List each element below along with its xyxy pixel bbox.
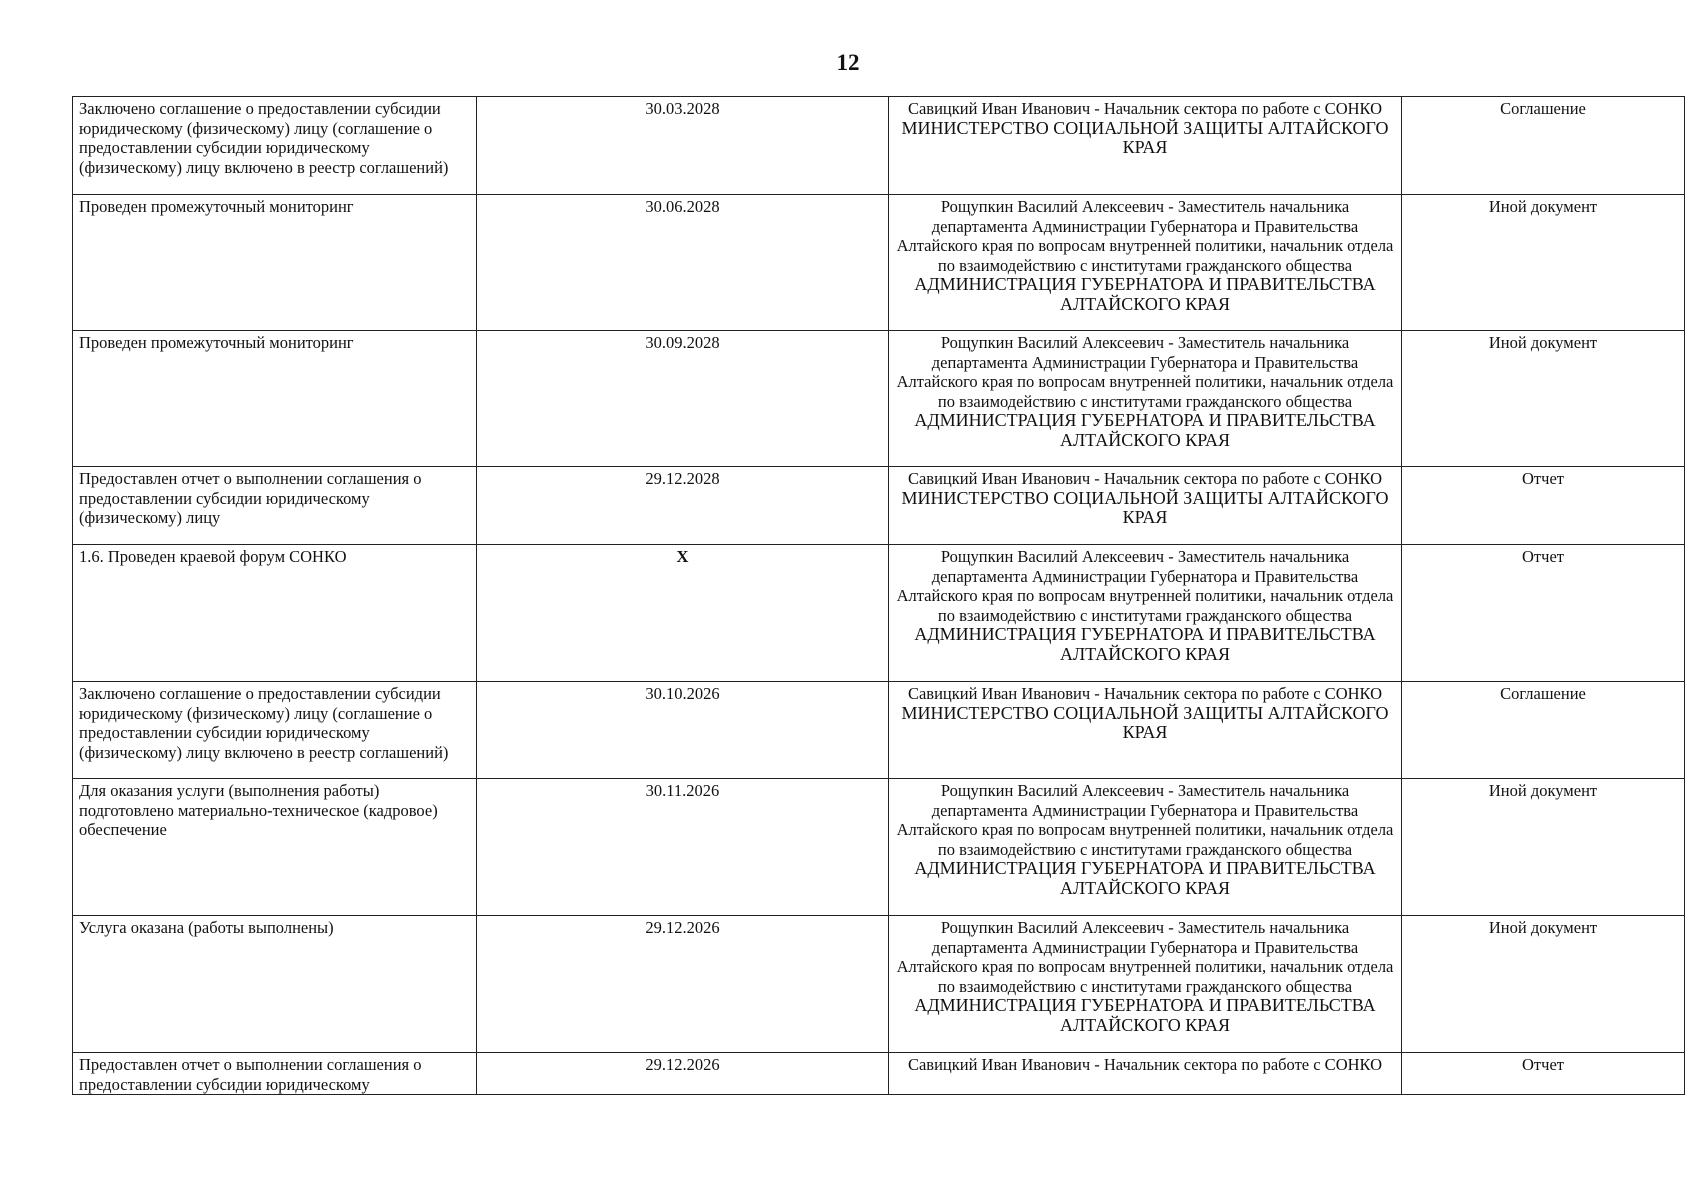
event-cell: Заключено соглашение о предоставлении субсидии юридическому (физическому) лицу (соглашение о предоставлении субсидии юридическому (физическому) лицу включено в реестр соглашений) xyxy=(73,682,477,779)
responsible-person: Рощупкин Василий Алексеевич - Заместитель начальника департамента Администрации Губернатора и Правительства Алтайского края по вопросам внутренней политики, начальник отдела по взаимодействию с институтами гражданского общества xyxy=(896,781,1394,859)
date-cell: 29.12.2028 xyxy=(477,467,889,545)
responsible-cell xyxy=(889,195,1402,331)
responsible-person: Савицкий Иван Иванович - Начальник сектора по работе с СОНКО xyxy=(907,684,1383,703)
responsible-person: Савицкий Иван Иванович - Начальник сектора по работе с СОНКО xyxy=(907,99,1383,118)
responsible-cell xyxy=(889,1053,1402,1095)
responsible-cell xyxy=(889,916,1402,1053)
responsible-cell xyxy=(889,467,1402,545)
event-cell: Заключено соглашение о предоставлении субсидии юридическому (физическому) лицу (соглашение о предоставлении субсидии юридическому (физическому) лицу включено в реестр соглашений) xyxy=(73,97,477,195)
responsible-org: АДМИНИСТРАЦИЯ ГУБЕРНАТОРА И ПРАВИТЕЛЬСТВА АЛТАЙСКОГО КРАЯ xyxy=(914,995,1376,1035)
responsible-cell xyxy=(889,331,1402,467)
table-row xyxy=(73,1053,1685,1095)
document-type-cell: Соглашение xyxy=(1402,682,1685,779)
table-row xyxy=(73,779,1685,916)
responsible-org: АДМИНИСТРАЦИЯ ГУБЕРНАТОРА И ПРАВИТЕЛЬСТВА АЛТАЙСКОГО КРАЯ xyxy=(914,274,1376,314)
responsible-org: АДМИНИСТРАЦИЯ ГУБЕРНАТОРА И ПРАВИТЕЛЬСТВА АЛТАЙСКОГО КРАЯ xyxy=(914,624,1376,664)
document-type-cell: Иной документ xyxy=(1402,195,1685,331)
responsible-org: МИНИСТЕРСТВО СОЦИАЛЬНОЙ ЗАЩИТЫ АЛТАЙСКОГО КРАЯ xyxy=(901,487,1389,527)
table-row xyxy=(73,682,1685,779)
event-cell: Для оказания услуги (выполнения работы) подготовлено материально-техническое (кадровое) обеспечение xyxy=(73,779,477,916)
event-cell: Предоставлен отчет о выполнении соглашения о предоставлении субсидии юридическому (физическому) лицу xyxy=(73,467,477,545)
responsible-cell xyxy=(889,97,1402,195)
event-cell: Проведен промежуточный мониторинг xyxy=(73,195,477,331)
table-row xyxy=(73,331,1685,467)
responsible-person: Рощупкин Василий Алексеевич - Заместитель начальника департамента Администрации Губернатора и Правительства Алтайского края по вопросам внутренней политики, начальник отдела по взаимодействию с институтами гражданского общества xyxy=(896,197,1394,275)
responsible-cell xyxy=(889,545,1402,682)
table-row xyxy=(73,97,1685,195)
event-cell: 1.6. Проведен краевой форум СОНКО xyxy=(73,545,477,682)
date-cell: 29.12.2026 xyxy=(477,916,889,1053)
responsible-person: Савицкий Иван Иванович - Начальник сектора по работе с СОНКО xyxy=(907,469,1383,488)
date-cell: 30.06.2028 xyxy=(477,195,889,331)
document-type-cell: Отчет xyxy=(1402,467,1685,545)
table-row xyxy=(73,467,1685,545)
table-row xyxy=(73,195,1685,331)
responsible-person: Савицкий Иван Иванович - Начальник сектора по работе с СОНКО xyxy=(907,1055,1383,1074)
responsible-org: АДМИНИСТРАЦИЯ ГУБЕРНАТОРА И ПРАВИТЕЛЬСТВА АЛТАЙСКОГО КРАЯ xyxy=(914,858,1376,898)
date-cell: 29.12.2026 xyxy=(477,1053,889,1095)
events-table xyxy=(72,96,1685,1095)
event-cell: Предоставлен отчет о выполнении соглашения о предоставлении субсидии юридическому xyxy=(73,1053,477,1095)
document-type-cell: Соглашение xyxy=(1402,97,1685,195)
responsible-person: Рощупкин Василий Алексеевич - Заместитель начальника департамента Администрации Губернатора и Правительства Алтайского края по вопросам внутренней политики, начальник отдела по взаимодействию с институтами гражданского общества xyxy=(896,547,1394,625)
page-number: 12 xyxy=(836,50,860,75)
responsible-org: МИНИСТЕРСТВО СОЦИАЛЬНОЙ ЗАЩИТЫ АЛТАЙСКОГО КРАЯ xyxy=(901,117,1389,157)
event-cell: Проведен промежуточный мониторинг xyxy=(73,331,477,467)
date-cell: 30.09.2028 xyxy=(477,331,889,467)
document-type-cell: Отчет xyxy=(1402,545,1685,682)
document-type-cell: Отчет xyxy=(1402,1053,1685,1095)
document-type-cell: Иной документ xyxy=(1402,779,1685,916)
table-row xyxy=(73,916,1685,1053)
responsible-org: АДМИНИСТРАЦИЯ ГУБЕРНАТОРА И ПРАВИТЕЛЬСТВА АЛТАЙСКОГО КРАЯ xyxy=(914,410,1376,450)
responsible-cell xyxy=(889,779,1402,916)
table-row xyxy=(73,545,1685,682)
date-cell: 30.11.2026 xyxy=(477,779,889,916)
date-cell: 30.03.2028 xyxy=(477,97,889,195)
responsible-cell xyxy=(889,682,1402,779)
responsible-person: Рощупкин Василий Алексеевич - Заместитель начальника департамента Администрации Губернатора и Правительства Алтайского края по вопросам внутренней политики, начальник отдела по взаимодействию с институтами гражданского общества xyxy=(896,918,1394,996)
responsible-person: Рощупкин Василий Алексеевич - Заместитель начальника департамента Администрации Губернатора и Правительства Алтайского края по вопросам внутренней политики, начальник отдела по взаимодействию с институтами гражданского общества xyxy=(896,333,1394,411)
date-cell: 30.10.2026 xyxy=(477,682,889,779)
document-type-cell: Иной документ xyxy=(1402,331,1685,467)
responsible-org: МИНИСТЕРСТВО СОЦИАЛЬНОЙ ЗАЩИТЫ АЛТАЙСКОГО КРАЯ xyxy=(901,702,1389,742)
date-cell: X xyxy=(477,545,889,682)
event-cell: Услуга оказана (работы выполнены) xyxy=(73,916,477,1053)
document-type-cell: Иной документ xyxy=(1402,916,1685,1053)
